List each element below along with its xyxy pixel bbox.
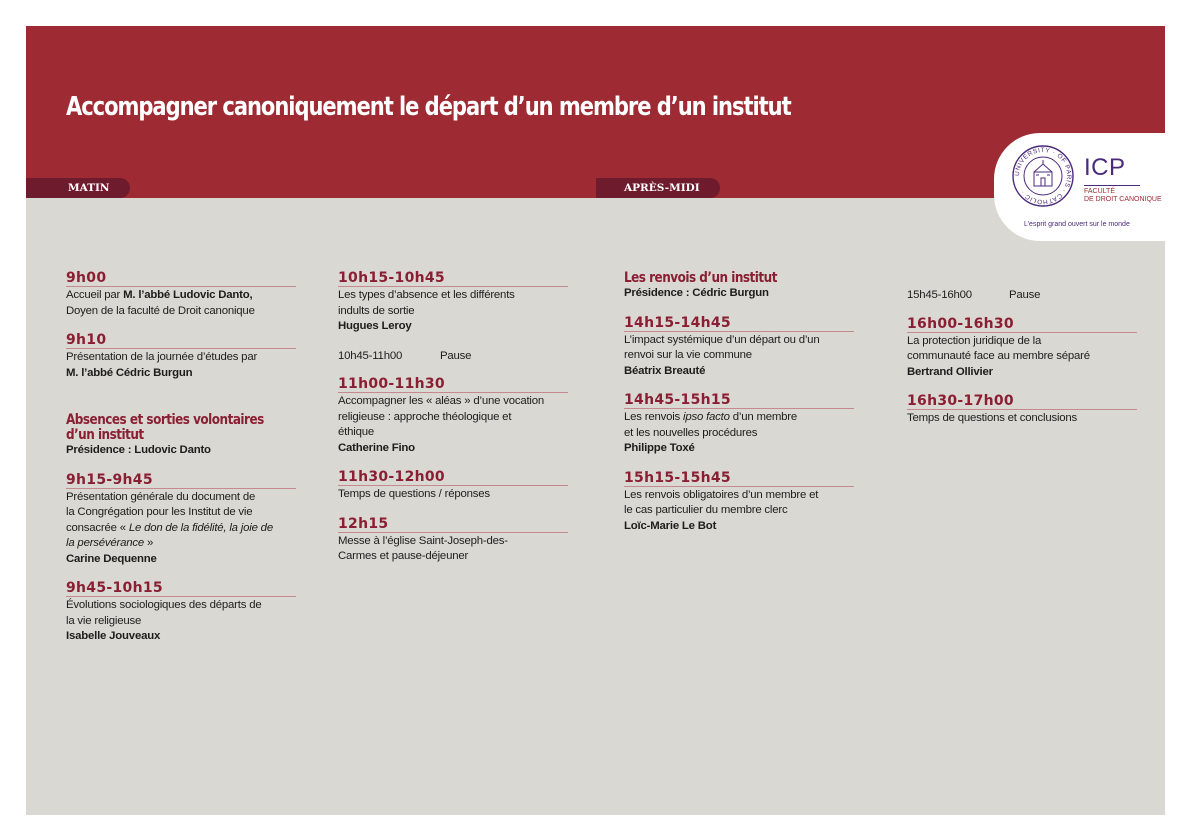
entry-time: 14h15-14h45	[624, 316, 854, 332]
entry-time: 16h00-16h30	[907, 317, 1137, 333]
schedule-entry	[66, 333, 300, 381]
entry-description: et les nouvelles procédures	[624, 426, 758, 439]
session-title: d’un institut	[66, 427, 144, 443]
schedule-entry	[624, 393, 858, 457]
entry-speaker: M. l’abbé Cédric Burgun	[66, 366, 193, 379]
schedule-entry	[624, 471, 858, 535]
entry-description: le cas particulier du membre clerc	[624, 504, 788, 516]
schedule-entry	[66, 581, 300, 645]
entry-speaker: Béatrix Breauté	[624, 364, 706, 377]
entry-description: Accompagner les « aléas » d’une vocation	[338, 395, 545, 407]
entry-description: indults de sortie	[338, 304, 415, 317]
entry-time: 16h30-17h00	[907, 394, 1137, 410]
entry-description: Temps de questions et conclusions	[907, 412, 1078, 424]
entry-description: Doyen de la faculté de Droit canonique	[66, 304, 255, 317]
entry-description: Accueil par M. l’abbé Ludovic Danto,	[66, 289, 253, 301]
entry-description: consacrée « Le don de la fidélité, la joie de	[66, 521, 273, 534]
svg-text:UNIVERSITY · OF PARIS · CATHOL: UNIVERSITY · OF PARIS · CATHOLIC ·	[1013, 146, 1073, 206]
entry-speaker: Catherine Fino	[338, 441, 415, 454]
schedule-entry	[907, 394, 1141, 427]
schedule-entry	[66, 473, 300, 568]
schedule-entry	[907, 317, 1141, 381]
entry-description: L’impact systémique d’un départ ou d’un	[624, 333, 820, 346]
pause-row: 10h45-11h00 Pause	[338, 349, 472, 362]
entry-description: Temps de questions / réponses	[338, 488, 490, 500]
entry-description: Les renvois ipso facto d’un membre	[624, 411, 798, 423]
entry-description: renvoi sur la vie commune	[624, 349, 752, 361]
entry-description: la vie religieuse	[66, 614, 142, 627]
schedule-entry	[338, 470, 572, 503]
pause-row: 15h45-16h00 Pause	[907, 289, 1041, 301]
schedule-entry	[624, 316, 858, 380]
logo-rule	[1084, 185, 1140, 186]
entry-time: 14h45-15h15	[624, 393, 854, 409]
entry-description: Carmes et pause-déjeuner	[338, 550, 469, 562]
entry-description: Présentation de la journée d’études par	[66, 351, 258, 363]
program-sheet	[26, 26, 1165, 815]
entry-time: 9h00	[66, 271, 296, 287]
schedule-entry	[66, 271, 300, 319]
column-apres-midi-2	[907, 288, 1141, 441]
column-matin-2	[338, 271, 572, 579]
session-presidence: Présidence : Ludovic Danto	[66, 444, 211, 456]
column-apres-midi-1	[624, 271, 858, 548]
entry-speaker: Bertrand Ollivier	[907, 365, 993, 378]
entry-description: Évolutions sociologiques des départs de	[66, 599, 262, 611]
entry-description: Les types d’absence et les différents	[338, 289, 515, 301]
entry-time: 11h00-11h30	[338, 377, 568, 393]
entry-time: 10h15-10h45	[338, 271, 568, 287]
entry-description: Présentation générale du document de	[66, 490, 256, 503]
entry-description: la Congrégation pour les Institut de vie	[66, 506, 253, 518]
entry-speaker: Loïc-Marie Le Bot	[624, 519, 717, 532]
column-matin-1	[66, 271, 300, 659]
schedule-entry	[338, 517, 572, 565]
entry-description: éthique	[338, 426, 374, 438]
entry-description: communauté face au membre séparé	[907, 350, 1090, 362]
entry-time: 9h45-10h15	[66, 581, 296, 597]
entry-time: 11h30-12h00	[338, 470, 568, 486]
entry-speaker: Philippe Toxé	[624, 442, 695, 454]
entry-description: la persévérance »	[66, 537, 154, 549]
university-seal-icon	[1012, 145, 1074, 207]
page-title: Accompagner canoniquement le départ d’un membre d’un institut	[66, 92, 791, 122]
entry-time: 15h15-15h45	[624, 471, 854, 487]
logo-faculty	[1084, 188, 1165, 204]
entry-description: Les renvois obligatoires d’un membre et	[624, 488, 819, 501]
session-title: Les renvois d’un institut	[624, 270, 777, 286]
entry-speaker: Isabelle Jouveaux	[66, 630, 161, 642]
entry-time: 12h15	[338, 517, 568, 533]
entry-speaker: Hugues Leroy	[338, 320, 412, 332]
logo-name: ICP	[1084, 154, 1126, 181]
session-title: Absences et sorties volontaires	[66, 412, 264, 428]
entry-speaker: Carine Dequenne	[66, 552, 157, 565]
logo-faculty-line1: FACULTÉ	[1084, 188, 1115, 195]
entry-time: 9h15-9h45	[66, 473, 296, 489]
entry-description: Messe à l’église Saint-Joseph-des-	[338, 534, 508, 547]
entry-time: 9h10	[66, 333, 296, 349]
entry-description: La protection juridique de la	[907, 334, 1042, 347]
logo-tagline: L’esprit grand ouvert sur le monde	[1024, 221, 1130, 228]
matin-tag: MATIN	[26, 178, 130, 198]
apres-midi-tag: APRÈS-MIDI	[596, 178, 720, 198]
entry-description: religieuse : approche théologique et	[338, 410, 512, 423]
schedule-entry	[338, 271, 572, 335]
logo-faculty-line2: DE DROIT CANONIQUE	[1084, 196, 1162, 203]
icp-logo	[994, 133, 1165, 241]
session-presidence: Présidence : Cédric Burgun	[624, 287, 769, 299]
schedule-entry	[338, 377, 572, 456]
